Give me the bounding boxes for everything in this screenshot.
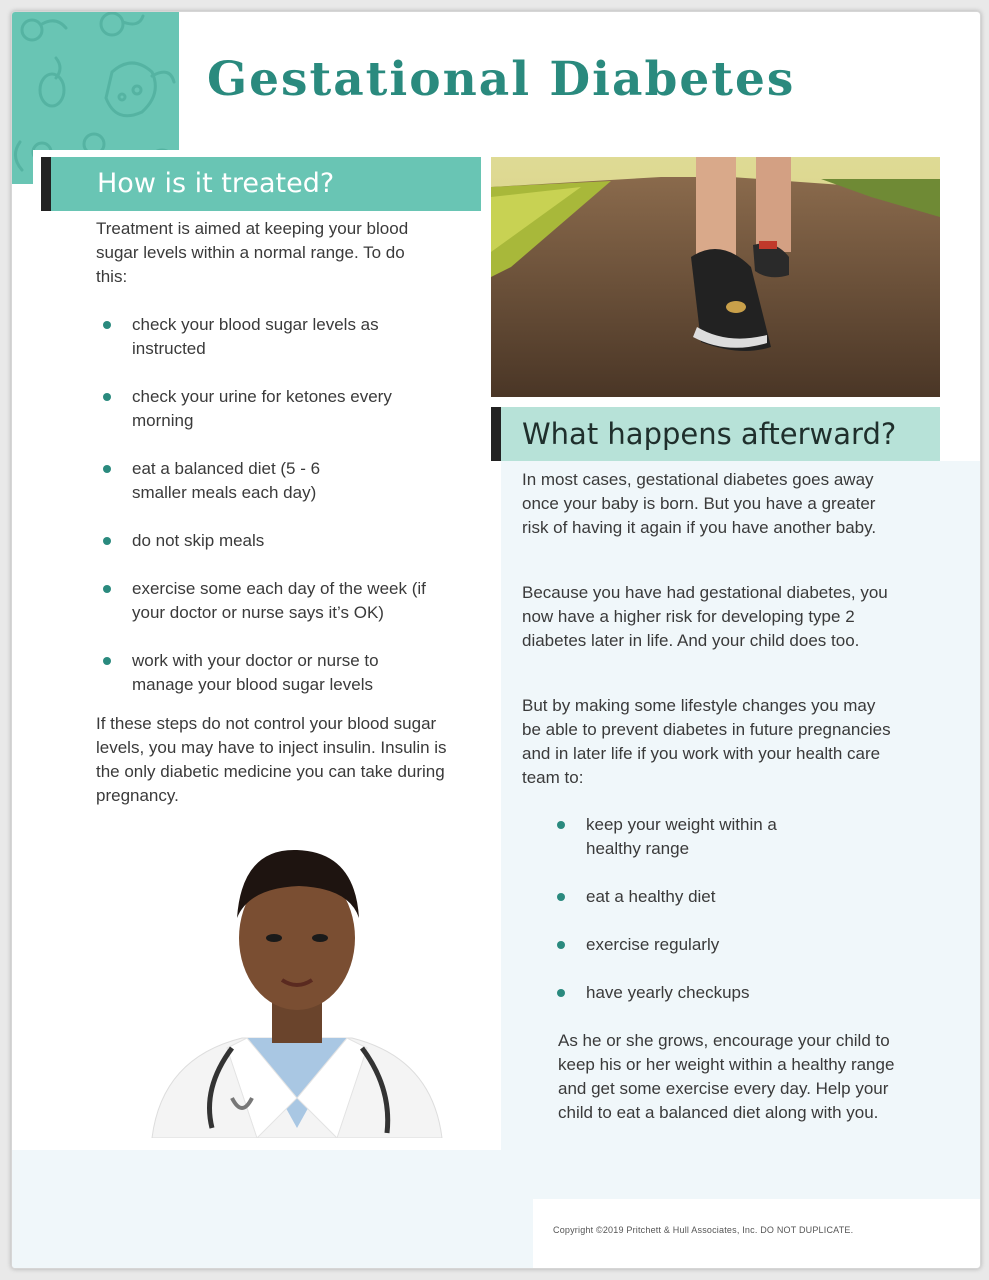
afterward-p3: But by making some lifestyle changes you may be able to prevent diabetes in future pregnancies and in later life if you work with your health care team to: [522, 696, 891, 787]
bullet-icon [557, 821, 565, 829]
bullet-icon [103, 537, 111, 545]
copyright-notice: Copyright ©2019 Pritchett & Hull Associates, Inc. DO NOT DUPLICATE. [553, 1225, 854, 1235]
treated-heading-bar [41, 157, 481, 211]
list-item: exercise some each day of the week (if your doctor or nurse says it’s OK) [96, 577, 466, 625]
page-title: Gestational Diabetes [207, 52, 796, 107]
afterward-closing: As he or she grows, encourage your child to keep his or her weight within a healthy range and get some exercise every day. Help your child to eat a balanced diet along with you. [558, 1031, 895, 1122]
bullet-icon [557, 941, 565, 949]
bottom-panel [12, 1150, 533, 1268]
list-item: have yearly checkups [550, 981, 910, 1005]
afterward-p1: In most cases, gestational diabetes goes away once your baby is born. But you have a greater risk of having it again if you have another baby. [522, 470, 877, 537]
list-item: do not skip meals [96, 529, 466, 553]
doctor-photo [132, 838, 462, 1138]
bullet-icon [557, 893, 565, 901]
treated-closing: If these steps do not control your blood sugar levels, you may have to inject insulin. Insulin is the only diabetic medicine you can take during pregnancy. [96, 714, 447, 805]
afterward-p2: Because you have had gestational diabetes, you now have a higher risk for developing type 2 diabetes later in life. And your child does too. [522, 583, 888, 650]
bullet-icon [103, 321, 111, 329]
list-item: exercise regularly [550, 933, 910, 957]
list-item: check your blood sugar levels as instructed [96, 313, 466, 361]
bullet-icon [103, 585, 111, 593]
handout-page [11, 11, 981, 1269]
list-item: work with your doctor or nurse to manage your blood sugar levels [96, 649, 466, 697]
walking-photo [491, 157, 940, 397]
treated-heading: How is it treated? [97, 168, 335, 199]
list-item: check your urine for ketones every morning [96, 385, 466, 433]
bullet-icon [103, 465, 111, 473]
afterward-heading: What happens afterward? [522, 417, 897, 451]
list-item: eat a healthy diet [550, 885, 910, 909]
list-item: eat a balanced diet (5 - 6 smaller meals each day) [96, 457, 466, 505]
treated-intro: Treatment is aimed at keeping your blood sugar levels within a normal range. To do this: [96, 219, 409, 286]
list-item: keep your weight within a healthy range [550, 813, 910, 861]
bullet-icon [557, 989, 565, 997]
treated-list [96, 313, 466, 697]
bullet-icon [103, 393, 111, 401]
afterward-list [550, 813, 910, 1005]
afterward-heading-bar [491, 407, 940, 461]
bullet-icon [103, 657, 111, 665]
